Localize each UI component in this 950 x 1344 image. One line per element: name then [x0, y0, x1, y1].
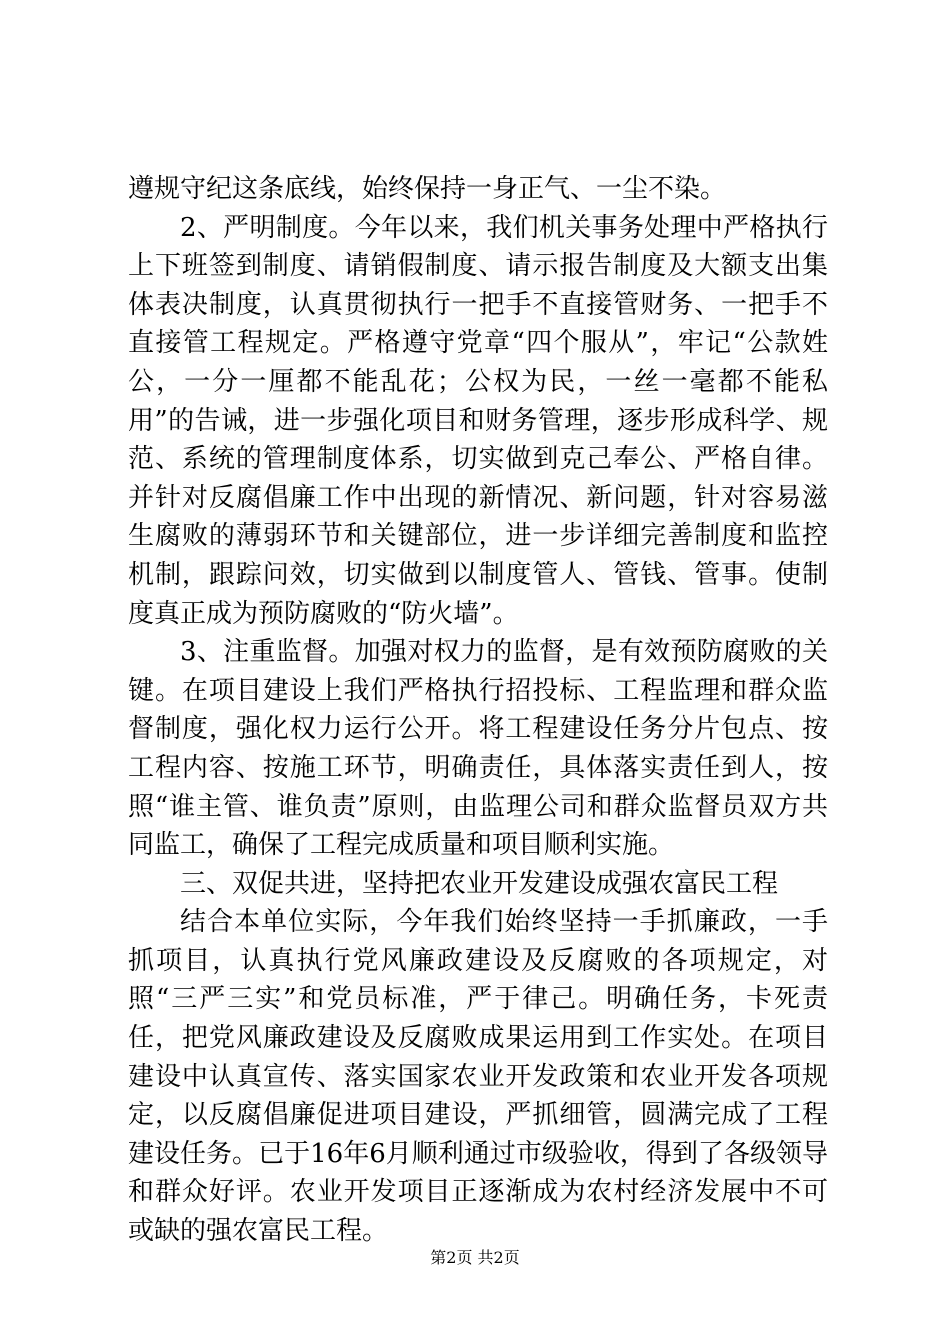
page-footer: 第2页 共2页: [430, 1248, 520, 1267]
paragraph-strict-system: 2、严明制度。今年以来，我们机关事务处理中严格执行上下班签到制度、请销假制度、请示报告制度及大额支出集体表决制度，认真贯彻执行一把手不直接管财务、一把手不直接管工程规定。严格遵守党章“四个服从”，牢记“公款姓公，一分一厘都不能乱花；公权为民，一丝一毫都不能私用”的告诫，进一步强化项目和财务管理，逐步形成科学、规范、系统的管理制度体系，切实做到克己奉公、严格自律。并针对反腐倡廉工作中出现的新情况、新问题，针对容易滋生腐败的薄弱环节和关键部位，进一步详细完善制度和监控机制，跟踪问效，切实做到以制度管人、管钱、管事。使制度真正成为预防腐败的“防火墙”。: [128, 212, 828, 629]
paragraph-combined-progress: 结合本单位实际，今年我们始终坚持一手抓廉政，一手抓项目，认真执行党风廉政建设及反腐败的各项规定，对照“三严三实”和党员标准，严于律己。明确任务，卡死责任，把党风廉政建设及反腐败成果运用到工作实处。在项目建设中认真宣传、落实国家农业开发政策和农业开发各项规定，以反腐倡廉促进项目建设，严抓细管，圆满完成了工程建设任务。已于16年6月顺利通过市级验收，得到了各级领导和群众好评。农业开发项目正逐渐成为农村经济发展中不可或缺的强农富民工程。: [128, 907, 828, 1247]
paragraph-supervision: 3、注重监督。加强对权力的监督，是有效预防腐败的关键。在项目建设上我们严格执行招投标、工程监理和群众监督制度，强化权力运行公开。将工程建设任务分片包点、按工程内容、按施工环节，明确责任，具体落实责任到人，按照“谁主管、谁负责”原则，由监理公司和群众监督员双方共同监工，确保了工程完成质量和项目顺利实施。: [128, 637, 828, 861]
document-body: [128, 170, 828, 1251]
section-heading-three: 三、双促共进，坚持把农业开发建设成强农富民工程: [180, 868, 779, 899]
paragraph-continuation: 遵规守纪这条底线，始终保持一身正气、一尘不染。: [128, 174, 727, 204]
